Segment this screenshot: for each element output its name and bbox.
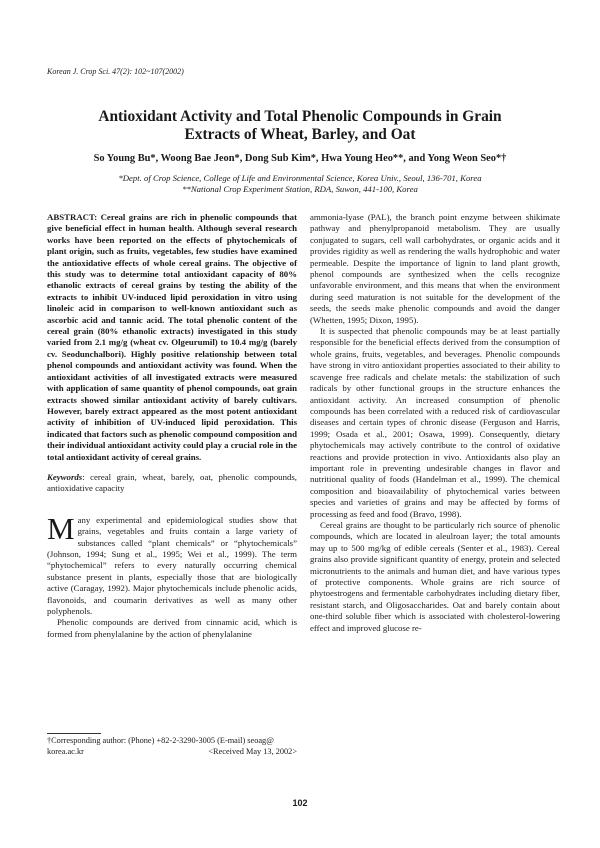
body-paragraph-1: ammonia-lyase (PAL), the branch point enzyme between shikimate pathway and phenylpropanoid metabolism. They are usually conjugated to sugars, cell wall carbohydrates, or organic acids and it provides rigidity as well as rendering the walls hydrophobic and water permeable. Despite the importance of lignin to land plant growth, phenol compounds are synthesized when the cells recognize unfavorable environment, and this means that when the environment during seed maturation is not suitable for the development of the seeds, the seeds make phenolic compounds and avoid the danger (Whetten, 1995; Dixon, 1995). [310, 212, 560, 325]
journal-citation: Korean J. Crop Sci. 47(2): 102~107(2002) [47, 67, 184, 76]
affiliation-2: **National Crop Experiment Station, RDA, Suwon, 441-100, Korea [182, 184, 418, 194]
title-line-2: Extracts of Wheat, Barley, and Oat [184, 125, 416, 143]
body-paragraph-2: It is suspected that phenolic compounds may be at least partially responsible for the beneficial effects derived from the consumption of whole grains, fruits, vegetables, and beverages. Phenolic compounds have strong in vitro antioxidant properties associated to their ability to scavenge free radicals and chelate metals: the stabilization of such radicals by other functional groups in the structure enhances the antioxidant activity. An increased consumption of phenolic compounds has been correlated with a reduced risk of cardiovascular diseases and certain types of chronic disease (Ferguson and Harris, 1999; Osada et al., 2001; Osawa, 1999). Consequently, dietary phytochemicals may actively contribute to the control of oxidative reactions and provide protection in vivo. Antioxidants also play an important role in preventing undesirable changes in flavor and nutritional quality of foods (Handelman et al., 1999). The chemical composition and bioavailability of phytochemical varies between species and varieties of grains and may be affected by forms of processing as feed and food (Bravo, 1998). [310, 326, 560, 519]
keywords-text: : cereal grain, wheat, barely, oat, phenolic compounds, antioxidative capacity [47, 471, 297, 494]
footnote-line-1: †Corresponding author: (Phone) +82-2-3290-3005 (E-mail) seoag@ [47, 736, 274, 745]
footnote-email-domain: korea.ac.kr [47, 746, 84, 756]
body-paragraph-3: Cereal grains are thought to be particularly rich source of phenolic compounds, which are located in aleulroan layer; the total amounts may up to 500 mg/kg of edible cereals (Senter et al., 1983). Cereal grains also provide significant quantity of energy, protein and selected micronutrients to the animals and human diet, and have various types of protective components. Whole grains are rich source of phytoestrogens and fermentable carbohydrates including dietary fiber, resistant starch, and Oligosaccharides. Oat and barely contain about one-third soluble fiber which is associated with cholesterol-lowering effect and improved glucose re- [310, 519, 560, 633]
paper-title [40, 108, 560, 143]
keywords [47, 472, 297, 495]
right-column [310, 212, 560, 634]
abstract: ABSTRACT: Cereal grains are rich in phenolic compounds that give beneficial effect in human health. Although several research works have been reported on the effects of phytochemicals of plant origin, such as fruits, vegetables, few studies have examined the antioxidative effects of whole cereal grains. The objective of this study was to determine total antioxidant capacity of 80% ethanolic extracts of cereal grains by testing the ability of the extracts to inhibit UV-induced lipid peroxidation in vitro using linoleic acid in comparison to well-known antioxidant such as ascorbic acid and tannic acid. The total phenolic content of the cereal grain (80% ethanolic extracts) investigated in this study varied from 2.1 mg/g (wheat cv. Olgeurumil) to 10.4 mg/g (barely cv. Seodunchalbori). Highly positive relationship between total phenol compounds and antioxidant activity was found. When the antioxidant activities of all investigated extracts were measured with application of same quantity of phenol compounds, oat grain extracts showed similar antioxidant activity of barely cultivars. However, barely extract appeared as the most potent antioxidant activity of inhibition of UV-induced lipid peroxidation. This indicated that factors such as phenolic compound composition and their individual antioxidant activity could play a crucial role in the total antioxidant activity of cereal grains. [47, 212, 297, 462]
page-number: 102 [292, 798, 308, 808]
left-column [47, 212, 297, 640]
received-date: <Received May 13, 2002> [208, 746, 297, 756]
intro-paragraph-1 [47, 510, 297, 618]
footnote [47, 736, 297, 757]
intro-paragraph-2: Phenolic compounds are derived from cinnamic acid, which is formed from phenylalanine by the action of phenylalanine [47, 617, 297, 639]
footnote-line-2 [47, 747, 297, 758]
affiliation-1: *Dept. of Crop Science, College of Life and Environmental Science, Korea Univ., Seoul, 136-701, Korea [118, 173, 482, 183]
author-list: So Young Bu*, Woong Bae Jeon*, Dong Sub Kim*, Hwa Young Heo**, and Yong Weon Seo*† [93, 153, 507, 164]
keywords-label: Keywords [47, 471, 83, 482]
title-line-1: Antioxidant Activity and Total Phenolic Compounds in Grain [98, 108, 502, 125]
intro-paragraph-1-text: any experimental and epidemiological studies show that grains, vegetables and fruits contain a large variety of substances called “plant chemicals” or “phytochemicals” (Johnson, 1994; Sung et al., 1995; Wei et al., 1999). The term “phytochemical” refers to every naturally occurring chemical substance present in plants, especially those that are biologically active (Caragay, 1992). Major phytochemicals include phenolic acids, flavonoids, and coumarin derivatives as well as many other polyphenols. [47, 514, 297, 616]
footnote-rule [47, 733, 101, 734]
drop-cap: M [47, 510, 75, 546]
